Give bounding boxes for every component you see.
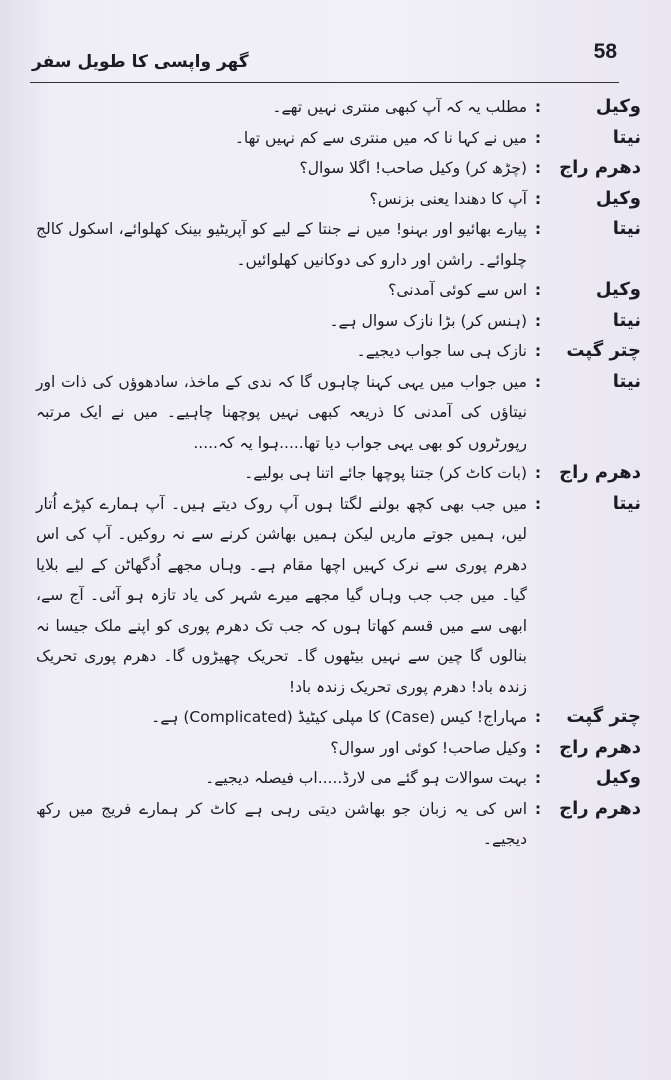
speaker-separator: : [534,281,542,299]
dialogue-row [30,153,641,184]
dialogue-row [30,123,641,154]
speaker-name: دھرم راج [559,797,641,819]
speaker-separator: : [534,311,542,330]
dialogue-row [30,763,641,794]
dialogue-row [30,367,641,459]
dialogue-line: وکیل صاحب! کوئی اور سوال؟ [330,738,527,757]
running-title: گھر واپسی کا طویل سفر [32,52,249,72]
dialogue-line: میں نے کہا نا کہ میں منتری سے کم نہیں تھا۔ [234,128,527,147]
speaker-separator: : [534,372,542,391]
speaker-name: چتر گپت [566,706,641,727]
dialogue-row [30,702,641,733]
dialogue-row [30,306,641,337]
speaker-separator: : [534,128,542,147]
speaker-name: وکیل [595,767,641,788]
speaker-name: نیتا [612,370,641,392]
dialogue-row [30,336,641,367]
dialogue-line: مہاراج! کیس (Case) کا مپلی کیٹیڈ (Complicated) ہے۔ [151,708,527,726]
speaker-separator: : [534,159,542,177]
dialogue-row [30,214,641,275]
dialogue-line: نازک ہی سا جواب دیجیے۔ [356,342,527,360]
dialogue-line: (بات کاٹ کر) جتنا پوچھا جائے اتنا ہی بولیے۔ [244,464,527,482]
dialogue-line: پیارے بھائیو اور بہنو! میں نے جنتا کے لیے کو آپریٹیو بینک کھلوائے، اسکول کالج چلوائے۔ راشن اور دارو کی دوکانیں کھلوائیں۔ [36,220,527,269]
speaker-separator: : [534,220,542,238]
dialogue-line: میں جواب میں یہی کہنا چاہوں گا کہ ندی کے ماخذ، سادھوؤں کی ذات اور نیتاؤں کی آمدنی کا ذریعہ کبھی نہیں پوچھنا چاہیے۔ میں نے ایک مرتبہ رپورٹروں کو بھی یہی جواب دیا تھا.....ہوا یہ کہ..... [36,372,527,452]
dialogue-row [30,458,641,489]
dialogue-line: (چڑھ کر) وکیل صاحب! اگلا سوال؟ [299,159,527,177]
speaker-name: نیتا [612,492,641,514]
speaker-separator: : [534,189,542,208]
speaker-name: نیتا [612,309,641,331]
dialogue-line: (ہنس کر) بڑا نازک سوال ہے۔ [329,311,527,330]
page-header [30,38,619,83]
speaker-separator: : [534,464,542,482]
dialogue-row [30,489,641,703]
speaker-separator: : [534,799,542,818]
dialogue-row [30,184,641,215]
dialogue [30,92,641,855]
dialogue-line: آپ کا دھندا یعنی بزنس؟ [369,189,527,208]
speaker-name: وکیل [595,187,641,209]
speaker-separator: : [534,342,542,360]
speaker-separator: : [534,708,542,726]
speaker-name: وکیل [595,96,641,117]
speaker-name: چتر گپت [566,340,641,361]
dialogue-line: اس کی یہ زبان جو بھاشن دیتی رہی ہے کاٹ کر ہمارے فریج میں رکھ دیجیے۔ [36,799,527,848]
speaker-name: دھرم راج [559,462,641,483]
page-number: 58 [593,40,617,63]
speaker-name: دھرم راج [559,736,641,758]
speaker-name: نیتا [612,126,641,148]
speaker-separator: : [534,494,542,513]
speaker-separator: : [534,98,542,116]
speaker-separator: : [534,738,542,757]
dialogue-line: بہت سوالات ہو گئے می لارڈ.....اب فیصلہ دیجیے۔ [205,769,527,787]
speaker-name: دھرم راج [559,157,641,178]
dialogue-row [30,733,641,764]
dialogue-row [30,794,641,855]
dialogue-line: اس سے کوئی آمدنی؟ [388,281,527,299]
dialogue-row [30,275,641,306]
dialogue-row [30,92,641,123]
speaker-name: وکیل [595,279,641,300]
dialogue-line: میں جب بھی کچھ بولنے لگتا ہوں آپ روک دیتے ہیں۔ آپ ہمارے کپڑے اُتار لیں، ہمیں جوتے ماریں لیکن ہمیں بھاشن کرنے سے نہ روکیں۔ آپ کی اس دھرم پوری سے نرک کہیں اچھا مقام ہے۔ وہاں مجھے اُدگھاٹن کے لیے بلایا گیا۔ میں جب جب وہاں گیا مجھے میرے شہر کی یاد تازہ ہو آئی۔ آج سے، ابھی سے میں قسم کھاتا ہوں کہ جب تک دھرم پوری کو اپنے ملک جیسا نہ بنالوں گا چین سے نہیں بیٹھوں گا۔ تحریک چھیڑوں گا۔ دھرم پوری تحریک زندہ باد! دھرم پوری تحریک زندہ باد! [36,494,527,696]
speaker-separator: : [534,769,542,787]
dialogue-line: مطلب یہ کہ آپ کبھی منتری نہیں تھے۔ [272,98,527,116]
speaker-name: نیتا [612,218,641,239]
